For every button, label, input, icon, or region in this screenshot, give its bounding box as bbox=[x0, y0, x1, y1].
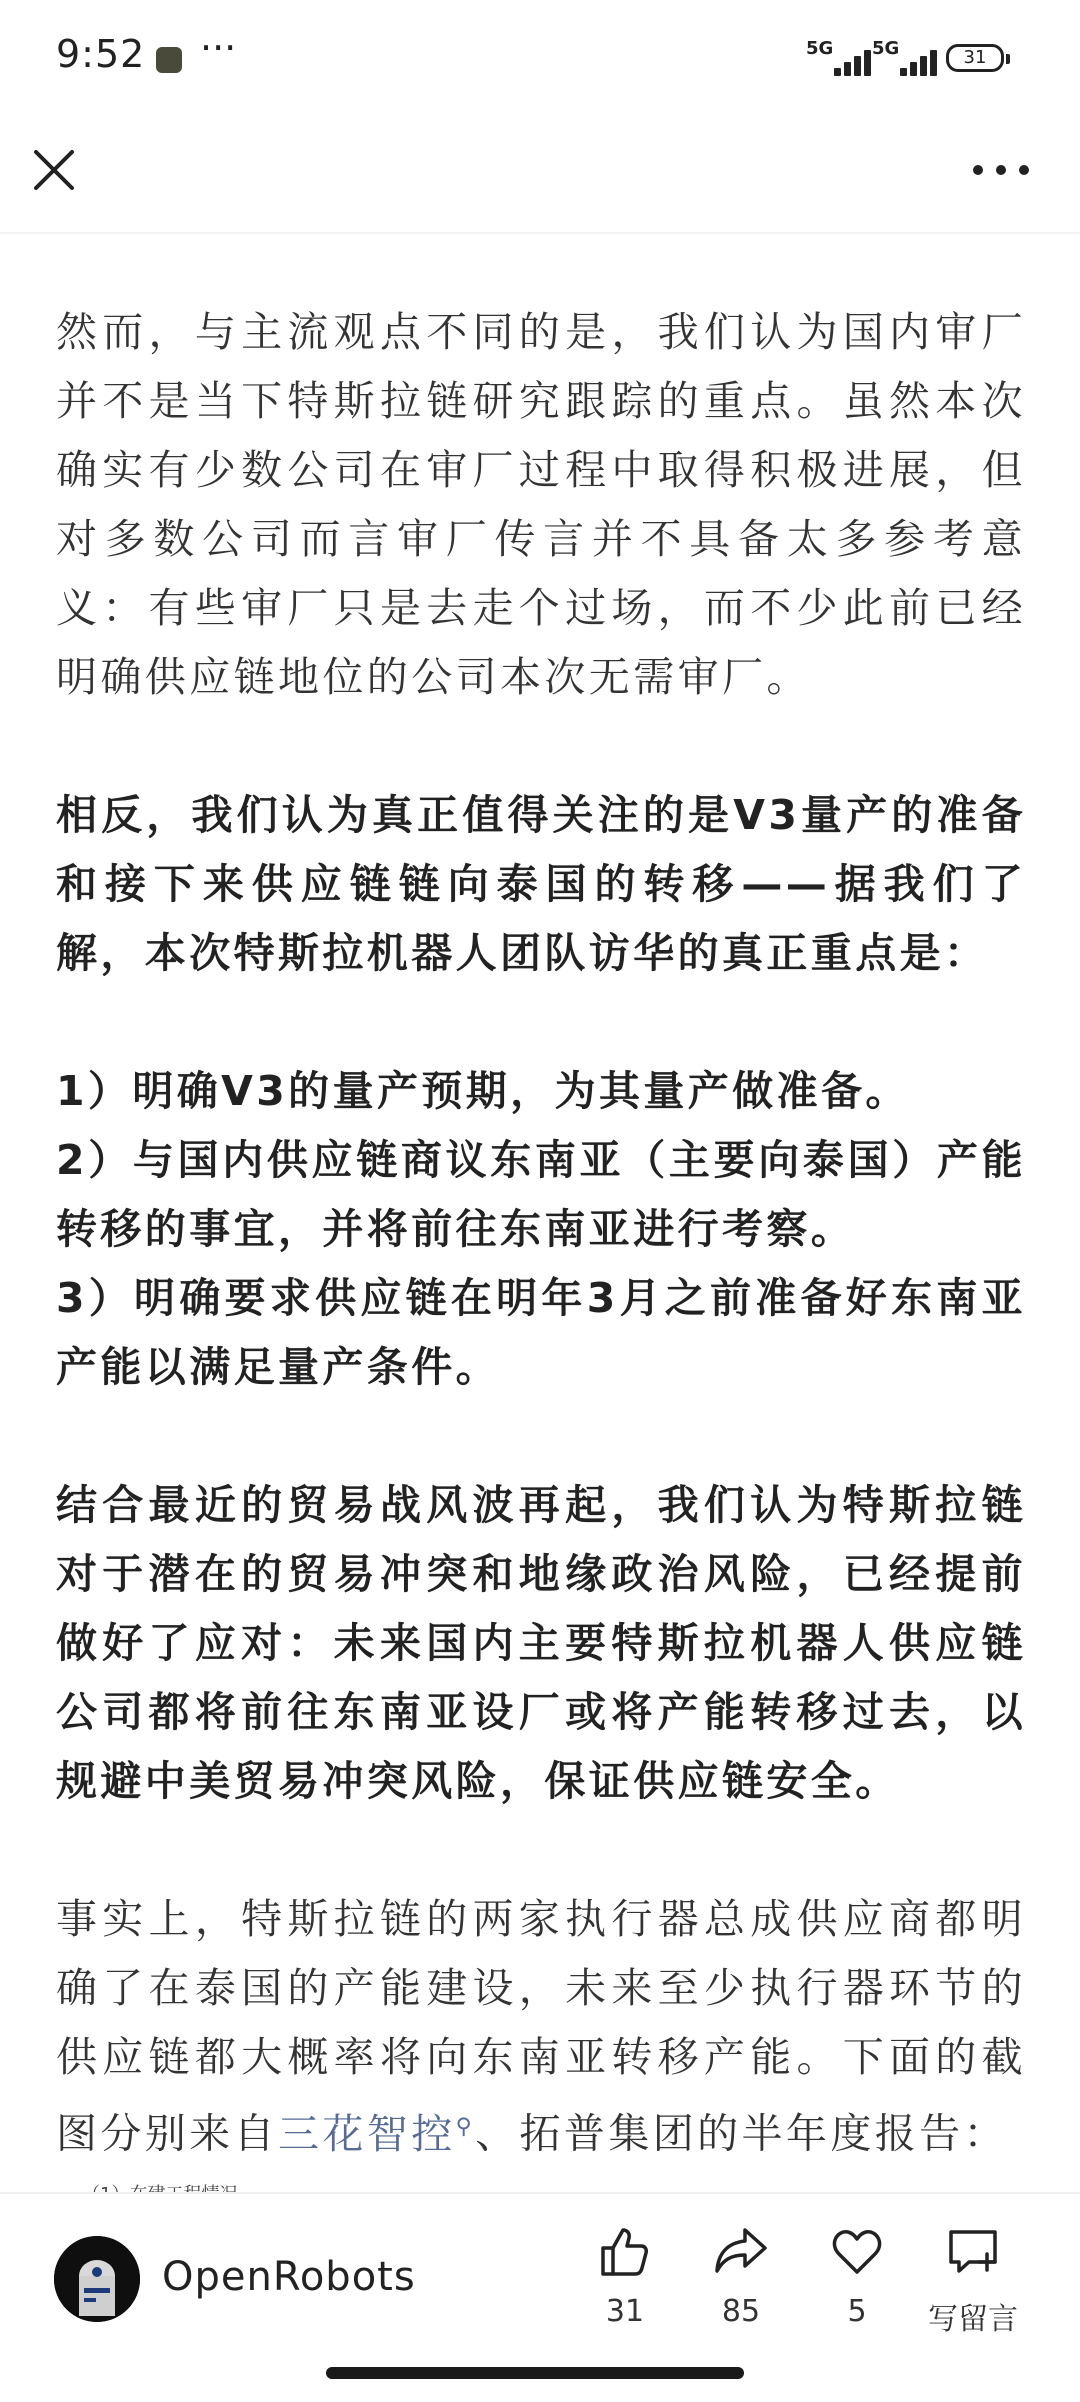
thumbs-up-icon bbox=[597, 2224, 653, 2280]
like-count: 31 bbox=[605, 2294, 645, 2329]
comment-label: 写留言 bbox=[928, 2302, 1018, 2337]
network-type-label: 5G bbox=[806, 38, 834, 59]
share-count: 85 bbox=[721, 2294, 761, 2329]
company-link[interactable] bbox=[278, 2110, 475, 2158]
favorite-count: 5 bbox=[847, 2294, 867, 2329]
author-name[interactable]: OpenRobots bbox=[162, 2254, 416, 2300]
more-horizontal-icon bbox=[966, 140, 1036, 200]
signal-icon bbox=[806, 40, 872, 76]
status-bar bbox=[0, 0, 1080, 120]
home-indicator[interactable] bbox=[326, 2367, 744, 2379]
signal-icon-secondary bbox=[872, 40, 938, 76]
share-button[interactable] bbox=[686, 2224, 796, 2329]
list-item: 3）明确要求供应链在明年3月之前准备好东南亚产能以满足量产条件。 bbox=[56, 1274, 1026, 1391]
battery-icon: 31 bbox=[946, 44, 1004, 72]
paragraph-text: 事实上，特斯拉链的两家执行器总成供应商都明确了在泰国的产能建设，未来至少执行器环节的供应链都大概率将向东南亚转移产能。下面的截图分别来自 bbox=[56, 1895, 1026, 2158]
status-time: 9:52 bbox=[56, 32, 146, 76]
heart-icon bbox=[829, 2224, 885, 2280]
favorite-button[interactable] bbox=[802, 2224, 912, 2329]
article-body bbox=[56, 298, 1026, 2169]
article-paragraph-bold: 相反，我们认为真正值得关注的是V3量产的准备和接下来供应链链向泰国的转移——据我们了解，本次特斯拉机器人团队访华的真正重点是： bbox=[56, 791, 1026, 977]
paragraph-text: 、拓普集团的半年度报告： bbox=[475, 2109, 1008, 2158]
company-link-label: 三花智控 bbox=[278, 2109, 456, 2158]
robot-avatar-icon bbox=[54, 2236, 140, 2322]
article-paragraph-bold: 结合最近的贸易战风波再起，我们认为特斯拉链对于潜在的贸易冲突和地缘政治风险，已经提前做好了应对：未来国内主要特斯拉机器人供应链公司都将前往东南亚设厂或将产能转移过去，以规避中美贸易冲突风险，保证供应链安全。 bbox=[56, 1481, 1026, 1805]
share-arrow-icon bbox=[713, 2224, 769, 2280]
search-icon: ⚲ bbox=[455, 2114, 476, 2139]
status-overflow-icon: ··· bbox=[200, 26, 237, 70]
list-item: 2）与国内供应链商议东南亚（主要向泰国）产能转移的事宜，并将前往东南亚进行考察。 bbox=[56, 1136, 1026, 1253]
more-menu-button[interactable] bbox=[966, 140, 1036, 200]
article-paragraph: 然而，与主流观点不同的是，我们认为国内审厂并不是当下特斯拉链研究跟踪的重点。虽然本次确实有少数公司在审厂过程中取得积极进展，但对多数公司而言审厂传言并不具备太多参考意义：有些审厂只是去走个过场，而不少此前已经明确供应链地位的公司本次无需审厂。 bbox=[56, 308, 1026, 701]
top-nav bbox=[0, 120, 1080, 234]
app-notification-icon bbox=[156, 47, 182, 73]
comment-add-icon bbox=[945, 2224, 1001, 2280]
comment-button[interactable] bbox=[918, 2224, 1028, 2338]
network-type-label-secondary: 5G bbox=[872, 38, 900, 59]
author-avatar[interactable] bbox=[54, 2236, 140, 2322]
list-item: 1）明确V3的量产预期，为其量产做准备。 bbox=[56, 1067, 910, 1115]
close-button[interactable] bbox=[24, 140, 84, 200]
close-icon bbox=[24, 140, 84, 200]
article-paragraph bbox=[56, 1885, 1026, 2169]
like-button[interactable] bbox=[570, 2224, 680, 2329]
